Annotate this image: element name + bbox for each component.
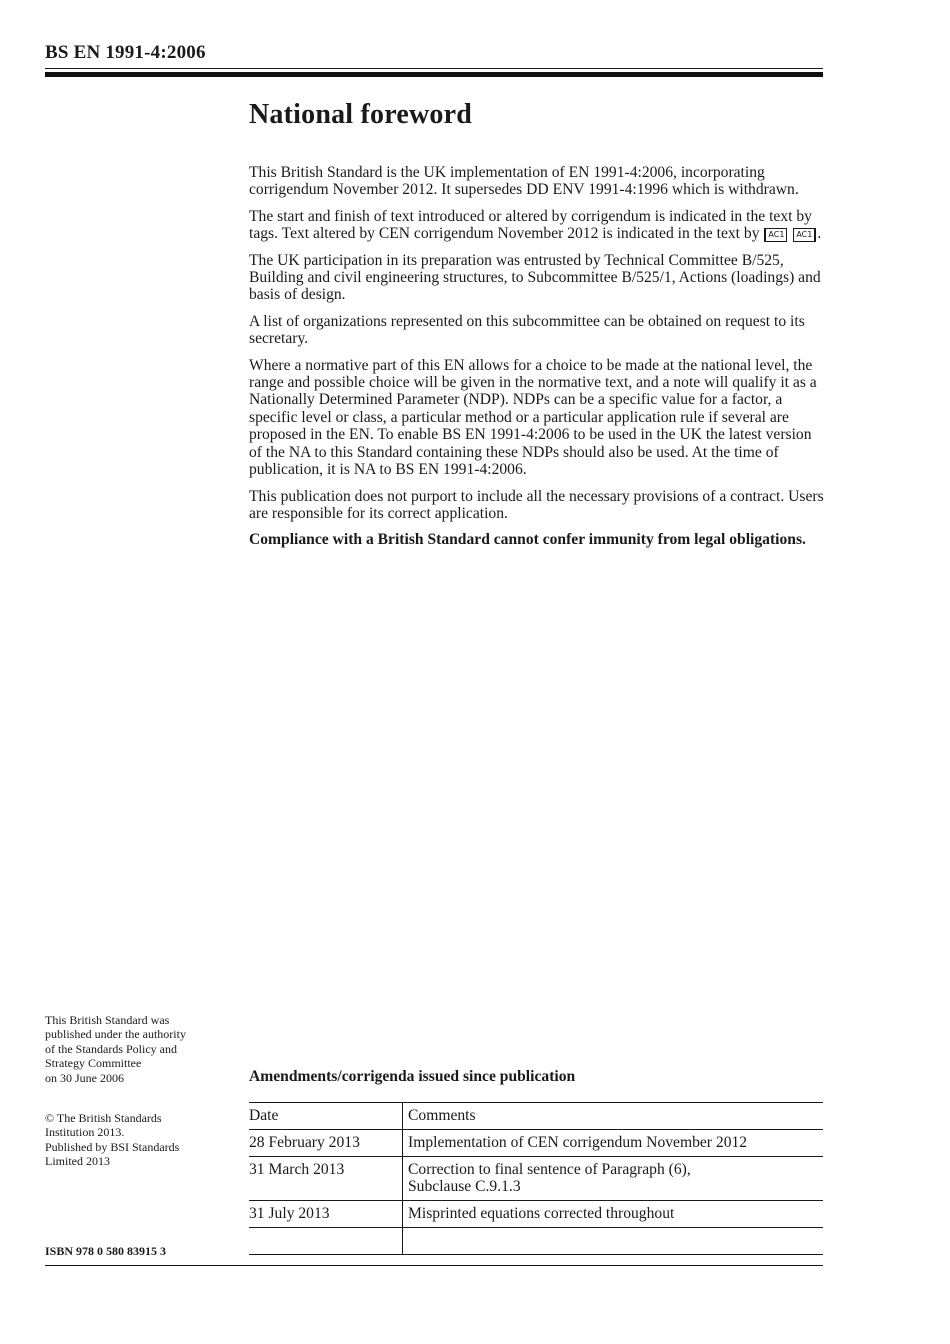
table-row: [249, 1201, 823, 1228]
foreword-body: [249, 164, 825, 558]
footer-rule: [45, 1265, 823, 1266]
copyright-line: © The British Standards: [45, 1111, 162, 1125]
table-row: [249, 1157, 823, 1201]
authority-line: of the Standards Policy and: [45, 1041, 177, 1056]
page-title: National foreword: [249, 99, 472, 130]
paragraph-contract: This publication does not purport to include all the necessary provisions of a contract. Users are responsible for its correct application.: [249, 487, 824, 522]
isbn: ISBN 978 0 580 83915 3: [45, 1244, 167, 1258]
amendment-comment-line: Subclause C.9.1.3: [408, 1178, 521, 1195]
copyright-line: Limited 2013: [45, 1154, 110, 1169]
copyright-line: Institution 2013.: [45, 1125, 125, 1140]
amendments-heading: Amendments/corrigenda issued since publication: [249, 1068, 576, 1085]
column-header-date: Date: [249, 1103, 403, 1130]
table-row-empty: [249, 1228, 823, 1255]
amendment-comment: [403, 1157, 824, 1201]
header-rule-thick: [45, 72, 823, 77]
table-row: [249, 1130, 823, 1157]
amendment-comment: Misprinted equations corrected throughout: [403, 1201, 824, 1228]
paragraph-participation: The UK participation in its preparation was entrusted by Technical Committee B/525, Building and civil engineering structures, to Subcommittee B/525/1, Actions (loadings) and basis of design.: [249, 251, 821, 304]
amendment-comment-line: Correction to final sentence of Paragraph (6),: [408, 1161, 691, 1178]
empty-date-cell: [249, 1228, 403, 1255]
ac1-end-tag-icon: AC1: [793, 228, 816, 242]
publication-authority-note: [45, 1013, 235, 1085]
table-header-row: [249, 1103, 823, 1130]
paragraph-corrigendum-text: The start and finish of text introduced or altered by corrigendum is indicated in the text by tags. Text altered by CEN corrigendum November 2012 is indicated in the text by: [249, 207, 812, 243]
amendment-date: 31 July 2013: [249, 1201, 403, 1228]
paragraph-corrigendum-tags: [249, 208, 825, 243]
paragraph-ndp: Where a normative part of this EN allows for a choice to be made at the national level, the range and possible choice will be given in the normative text, and a note will qualify it as a Nationally Determined Parameter (NDP). NDPs can be a specific value for a factor, a specific level or class, a particular method or a particular application rule if several are proposed in the EN. To enable BS EN 1991-4:2006 to be used in the UK the latest version of the NA to this Standard containing these NDPs should also be used. At the time of publication, it is NA to BS EN 1991-4:2006.: [249, 356, 817, 479]
header-rule-thin: [45, 68, 823, 69]
ac1-start-tag-icon: AC1: [764, 228, 787, 242]
authority-line: Strategy Committee: [45, 1056, 142, 1071]
amendment-comment: Implementation of CEN corrigendum November 2012: [403, 1130, 824, 1157]
paragraph-compliance: Compliance with a British Standard cannot confer immunity from legal obligations.: [249, 531, 806, 549]
copyright-line: Published by BSI Standards: [45, 1139, 180, 1154]
copyright-note: [45, 1111, 235, 1169]
paragraph-corrigendum-end: .: [817, 225, 822, 243]
authority-line: This British Standard was: [45, 1013, 170, 1027]
amendment-date: 28 February 2013: [249, 1130, 403, 1157]
empty-comment-cell: [403, 1228, 824, 1255]
authority-line: on 30 June 2006: [45, 1070, 124, 1085]
authority-line: published under the authority: [45, 1027, 186, 1042]
amendment-date: 31 March 2013: [249, 1157, 403, 1201]
amendments-table: [249, 1102, 823, 1255]
paragraph-implementation: This British Standard is the UK implementation of EN 1991-4:2006, incorporating corrigendum November 2012. It supersedes DD ENV 1991-4:1996 which is withdrawn.: [249, 164, 799, 199]
paragraph-organizations: A list of organizations represented on this subcommittee can be obtained on request to its secretary.: [249, 312, 805, 348]
standard-number: BS EN 1991-4:2006: [45, 42, 206, 63]
column-header-comments: Comments: [403, 1103, 824, 1130]
